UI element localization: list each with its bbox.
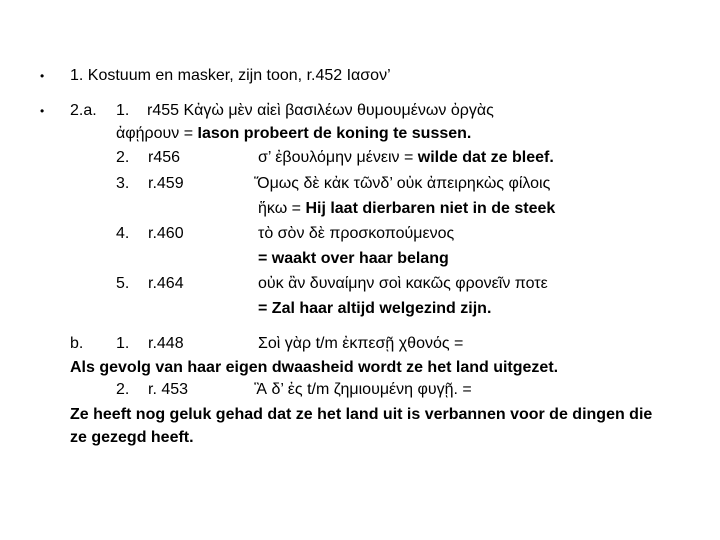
- greek-text: ἥκω =: [258, 200, 301, 217]
- part-b-line-2-dutch: Ze heeft nog geluk gehad dat ze het land uit is verbannen voor de dingen die: [70, 406, 653, 423]
- part-b-line-1-reference: r.448: [148, 335, 184, 352]
- item-2-line-3-continuation: [258, 199, 555, 219]
- item-2-line-5-dutch: = Zal haar altijd welgezind zijn.: [258, 300, 492, 317]
- item-2-line-2-number: 2.: [116, 149, 130, 166]
- dutch-translation: Iason probeert de koning te sussen.: [197, 125, 472, 142]
- bullet: •: [40, 69, 45, 83]
- part-b-line-1-greek: Σοὶ γὰρ t/m ἐκπεσῇ χθονός =: [258, 335, 464, 352]
- part-b-line-2-greek: Ἃ δ’ ἐς t/m ζημιουμένη φυγῇ. =: [254, 381, 472, 398]
- item-2-line-5-greek: οὐκ ἂν δυναίμην σοὶ κακῶς φρονεῖν ποτε: [258, 275, 548, 292]
- part-b-line-2-number: 2.: [116, 381, 130, 398]
- item-2-line-4-dutch: = waakt over haar belang: [258, 250, 449, 267]
- bullet: •: [40, 104, 45, 118]
- greek-text: σ’ ἐβουλόμην μένειν =: [258, 149, 414, 166]
- greek-text: ἀφῄρουν =: [116, 125, 194, 142]
- part-b-line-2-dutch-continued: ze gezegd heeft.: [70, 429, 194, 446]
- item-2-line-3-greek: Ὅμως δὲ κἀκ τῶνδ’ οὐκ ἀπειρηκὼς φίλοις: [254, 175, 551, 192]
- item-2-line-3-reference: r.459: [148, 175, 184, 192]
- part-b-line-2-reference: r. 453: [148, 381, 189, 398]
- part-b-line-1-dutch: Als gevolg van haar eigen dwaasheid wordt ze het land uitgezet.: [70, 359, 559, 376]
- item-2-line-5-reference: r.464: [148, 275, 184, 292]
- item-1-text: 1. Kostuum en masker, zijn toon, r.452 Ιασον’: [70, 67, 391, 84]
- part-b-line-1-number: 1.: [116, 335, 130, 352]
- item-2-line-4-reference: r.460: [148, 225, 184, 242]
- item-2-line-4-number: 4.: [116, 225, 130, 242]
- item-2-line-4-greek: τὸ σὸν δὲ προσκοπούμενος: [258, 225, 455, 242]
- item-2-line-3-number: 3.: [116, 175, 130, 192]
- item-2-line-1-number: 1.: [116, 102, 130, 119]
- item-2-line-1-text: r455 Κἀγὼ μὲν αἰεὶ βασιλέων θυμουμένων ὀργὰς: [147, 102, 494, 119]
- item-2-line-5-number: 5.: [116, 275, 130, 292]
- item-2-prefix: 2.a.: [70, 102, 97, 119]
- dutch-translation: Hij laat dierbaren niet in de steek: [305, 200, 556, 217]
- dutch-translation: wilde dat ze bleef.: [417, 149, 554, 166]
- item-2-line-2-reference: r456: [148, 149, 181, 166]
- item-2-line-1-continuation: [116, 124, 471, 144]
- part-b-label: b.: [70, 335, 84, 352]
- item-2-line-2-body: [258, 148, 554, 168]
